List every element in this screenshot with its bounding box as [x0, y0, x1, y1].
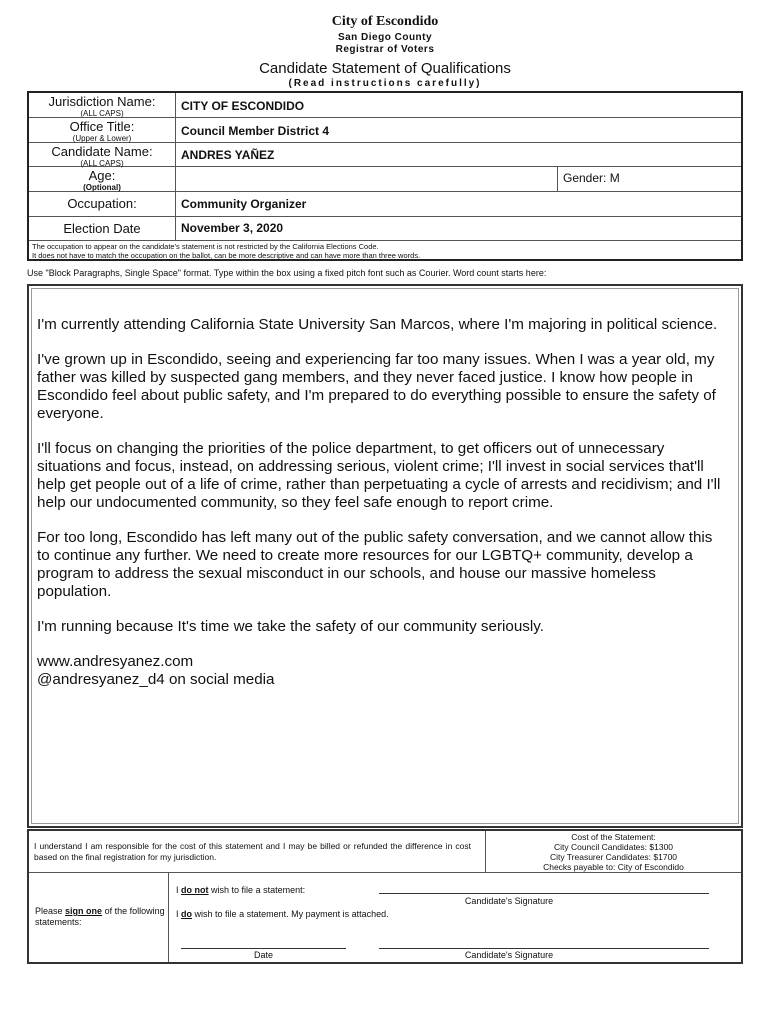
age-label: Age: [88, 168, 116, 183]
option-do-not-file [176, 885, 305, 895]
sign-one-instruction [29, 873, 169, 962]
statement-paragraph: I'm running because It's time we take the safety of our community seriously. [37, 618, 544, 635]
statement-paragraph: I'll focus on changing the priorities of the police department, to get officers out of unnecessary situations and focus, instead, on addressing serious, violent crime; I'll invest in social services that'll help get people out of a life of crime, rather than perpetuating a cycle of arrests and recidivism; and I'll help our undocumented community, so they feel safe enough to report crime. [37, 440, 721, 511]
council-cost: City Council Candidates: $1300 [553, 842, 674, 852]
statement-paragraph: For too long, Escondido has left many out of the public safety conversation, and we cannot allow this to continue any further. We need to create more resources for our LGBTQ+ community, develop a program to address the sexual misconduct in our schools, and house our massive homeless population. [37, 529, 713, 600]
election-row [29, 217, 741, 241]
cost-and-signature-box [27, 829, 743, 964]
option-rest: wish to file a statement. My payment is attached. [194, 909, 389, 919]
candidate-sublabel: (ALL CAPS) [80, 159, 124, 168]
read-instructions-note: (Read instructions carefully) [288, 78, 482, 89]
date-label: Date [253, 950, 273, 960]
election-label-cell [29, 217, 176, 240]
age-row [29, 167, 741, 192]
age-label-cell [29, 167, 176, 191]
election-value[interactable]: November 3, 2020 [181, 221, 284, 235]
office-label-cell [29, 118, 176, 142]
statement-paragraph: I've grown up in Escondido, seeing and experiencing far too many issues. When I was a year old, my father was killed by suspected gang members, and they never faced justice. I know how people in Escondido feel about public safety, and I'm prepared to do everything possible to ensure the safety of everyone. [37, 351, 716, 422]
occupation-value[interactable]: Community Organizer [181, 197, 307, 211]
signature-line-2[interactable] [379, 948, 709, 949]
statement-box[interactable] [27, 284, 743, 828]
office-row [29, 118, 741, 143]
social-line: @andresyanez_d4 on social media [37, 671, 275, 688]
candidate-label: Candidate Name: [51, 144, 153, 159]
candidate-info-table [27, 91, 743, 261]
format-instructions: Use "Block Paragraphs, Single Space" format. Type within the box using a fixed pitch font such as Courier. Word count starts here: [27, 268, 547, 278]
candidate-value[interactable]: ANDRES YAÑEZ [181, 148, 275, 162]
date-line[interactable] [181, 948, 346, 949]
treasurer-cost: City Treasurer Candidates: $1700 [549, 852, 678, 862]
statement-text [37, 316, 727, 689]
jurisdiction-value[interactable]: CITY OF ESCONDIDO [181, 99, 305, 113]
option-do-file [176, 909, 389, 919]
do-not-text: do not [181, 885, 209, 895]
website-line: www.andresyanez.com [37, 653, 194, 670]
gender-field[interactable]: Gender: M [557, 167, 741, 191]
candidate-label-cell [29, 143, 176, 166]
statement-paragraph: I'm currently attending California State University San Marcos, where I'm majoring in political science. [37, 316, 718, 333]
office-sublabel: (Upper & Lower) [72, 134, 132, 143]
jurisdiction-sublabel: (ALL CAPS) [80, 109, 124, 118]
occupation-note-2: It does not have to match the occupation on the ballot, can be more descriptive and can have more than three words. [32, 251, 421, 260]
option-i: I [176, 885, 179, 895]
jurisdiction-label-cell [29, 93, 176, 117]
occupation-label-cell [29, 192, 176, 216]
registrar-name: Registrar of Voters [335, 44, 435, 55]
candidate-row [29, 143, 741, 167]
age-sublabel: (Optional) [83, 183, 121, 192]
option-i: I [176, 909, 179, 919]
county-name: San Diego County [337, 32, 433, 43]
signature-label-2: Candidate's Signature [464, 950, 554, 960]
of-the-text: of the following statements: [35, 906, 165, 927]
signature-line-1[interactable] [379, 893, 709, 894]
occupation-label: Occupation: [67, 196, 137, 211]
do-text: do [181, 909, 193, 919]
cost-title: Cost of the Statement: [571, 832, 656, 842]
election-label: Election Date [63, 221, 141, 236]
occupation-note-1: The occupation to appear on the candidate's statement is not restricted by the California Elections Code. [32, 242, 379, 251]
jurisdiction-row [29, 93, 741, 118]
office-value[interactable]: Council Member District 4 [181, 124, 330, 138]
cost-acknowledgement: I understand I am responsible for the cost of this statement and I may be billed or refunded the difference in cost based on the final registration for my jurisdiction. [29, 831, 486, 873]
checks-payable: Checks payable to: City of Escondido [543, 862, 684, 872]
cost-info [486, 831, 741, 873]
jurisdiction-label: Jurisdiction Name: [48, 94, 156, 109]
occupation-row [29, 192, 741, 217]
city-title: City of Escondido [331, 14, 439, 29]
signature-label-1: Candidate's Signature [464, 896, 554, 906]
form-title: Candidate Statement of Qualifications [259, 60, 511, 77]
office-label: Office Title: [69, 119, 135, 134]
please-text: Please [35, 906, 63, 916]
option-rest: wish to file a statement: [211, 885, 306, 895]
sign-one-text: sign one [65, 906, 103, 916]
